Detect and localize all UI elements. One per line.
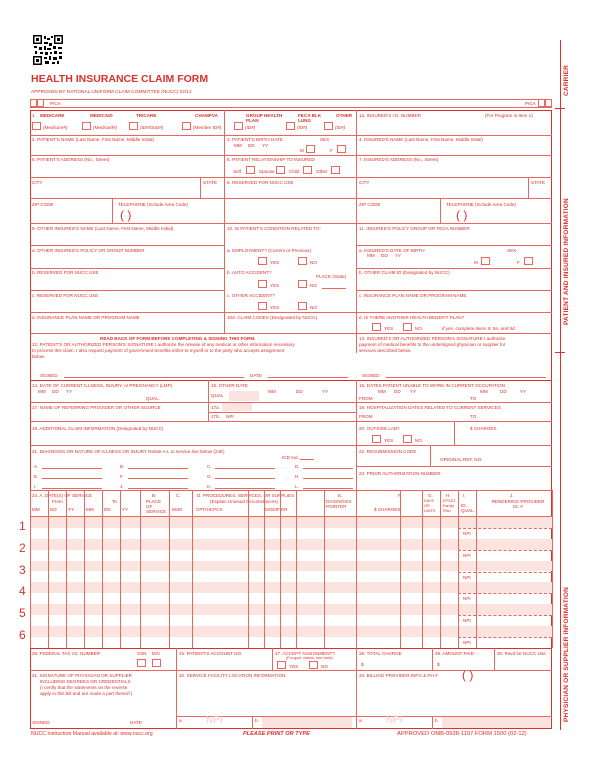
ssn-label: SSN xyxy=(137,651,147,656)
child-checkbox[interactable] xyxy=(303,166,312,174)
service-line-shaded[interactable] xyxy=(30,626,476,637)
f33b-label: b. xyxy=(435,718,439,723)
f16-label: 16. DATES PATIENT UNABLE TO WORK IN CURRENT OCCUPATION xyxy=(359,383,505,388)
f16-dd: DD xyxy=(394,389,401,394)
ein-label: EIN xyxy=(152,651,160,656)
child-label: Child xyxy=(289,169,300,174)
f33-paren: ( ) xyxy=(462,668,474,682)
diag-c: C. xyxy=(207,464,212,469)
f15-label: 15. OTHER DATE xyxy=(211,383,248,388)
h24i-idqual: ID. QUAL. xyxy=(461,503,475,513)
footer-right: APPROVED OMB-0938-1197 FORM 1500 (02-12) xyxy=(397,731,527,737)
f15-qual-label: QUAL. xyxy=(211,393,225,398)
pica-right-box-1[interactable] xyxy=(538,99,545,107)
f11a-m-label: M xyxy=(474,260,478,265)
f11-label: 11. INSURED'S POLICY GROUP OR FECA NUMBER xyxy=(359,226,470,231)
f26-label: 26. PATIENT'S ACCOUNT NO. xyxy=(179,651,243,656)
service-line-number: 6 xyxy=(19,628,26,642)
tricare-label: TRICARE xyxy=(136,113,157,118)
service-line-number: 1 xyxy=(19,519,26,533)
service-line-shaded[interactable] xyxy=(30,604,476,615)
f10a-yes-label: YES xyxy=(270,260,280,265)
f31-line4: apply to this bill and are made a part thereof.) xyxy=(40,691,133,696)
f3-f-label: F xyxy=(330,148,333,153)
service-column-divider xyxy=(84,490,85,648)
medicare-id-label: (Medicare#) xyxy=(43,125,68,130)
f8-label: 8. RESERVED FOR NUCC USE xyxy=(227,180,294,185)
f31-line2: INCLUDING DEGREES OR CREDENTIALS xyxy=(40,679,131,684)
patient-city-label: CITY xyxy=(32,180,43,185)
f16-mm: MM xyxy=(378,389,386,394)
f28-dollar: $ xyxy=(361,662,364,667)
h24d-label: D. PROCEDURES, SERVICES, OR SUPPLIES xyxy=(197,493,295,498)
f31-line1: 31. SIGNATURE OF PHYSICIAN OR SUPPLIER xyxy=(32,673,132,678)
diag-e: E. xyxy=(34,474,39,479)
service-column-divider xyxy=(264,490,265,648)
f10a-no-checkbox[interactable] xyxy=(298,257,307,265)
f14-mm: MM xyxy=(38,389,46,394)
group-checkbox[interactable] xyxy=(234,122,243,130)
diag-l: L. xyxy=(295,484,299,489)
group-label: GROUP HEALTH PLAN xyxy=(246,113,283,123)
h24g-units: DAYS OR UNITS xyxy=(424,499,436,513)
ssn-checkbox[interactable] xyxy=(137,659,146,667)
f14-yy: YY xyxy=(66,389,73,394)
service-line-shaded-provider[interactable] xyxy=(476,517,552,528)
f3-sex-label: SEX xyxy=(320,137,330,142)
f10c-label: c. OTHER ACCIDENT? xyxy=(227,293,275,298)
service-column-divider xyxy=(192,490,193,648)
f27-no-label: NO xyxy=(321,664,328,669)
f6-label: 6. PATIENT RELATIONSHIP TO INSURED xyxy=(227,157,315,162)
h24d-cpt: CPT/HCPCS xyxy=(196,507,223,512)
f11a-female-checkbox[interactable] xyxy=(524,257,533,265)
item1-num: 1. xyxy=(32,113,36,118)
f16-to-mm: MM xyxy=(480,389,488,394)
service-line-shaded-provider[interactable] xyxy=(476,604,552,615)
service-column-divider xyxy=(296,490,297,648)
f28-label: 28. TOTAL CHARGE xyxy=(359,651,402,656)
f3-male-checkbox[interactable] xyxy=(306,145,315,153)
patient-tel-paren: ( ) xyxy=(120,208,132,222)
f3-female-checkbox[interactable] xyxy=(337,145,346,153)
f20-no-label: NO xyxy=(415,438,422,443)
other-checkbox[interactable] xyxy=(324,122,333,130)
f10b-no-checkbox[interactable] xyxy=(298,280,307,288)
self-label: Self xyxy=(233,169,241,174)
service-line-npi-label: NPI xyxy=(463,639,471,645)
service-line-shaded-provider[interactable] xyxy=(476,539,552,550)
f1a-note: (For Program in Item 1) xyxy=(485,113,533,118)
h24f-label: F. xyxy=(398,493,402,498)
f17a-label: 17a. xyxy=(211,405,220,410)
service-line-mid-divider xyxy=(458,593,552,594)
f3-m-label: M xyxy=(300,148,304,153)
f18-from-label: FROM xyxy=(359,414,373,419)
diag-a: A. xyxy=(34,464,39,469)
patient-state-label: STATE xyxy=(203,180,218,185)
f15-mm: MM xyxy=(268,389,276,394)
f12-date-label: DATE xyxy=(250,373,262,378)
feca-id-label: (ID#) xyxy=(297,125,308,130)
read-back-text: READ BACK OF FORM BEFORE COMPLETING & SIGNING THIS FORM. xyxy=(100,336,256,341)
f13-line3: services described below. xyxy=(359,348,412,353)
f13-line1: 13. INSURED'S OR AUTHORIZED PERSON'S SIGNATURE I authorize xyxy=(359,336,506,341)
f9c-label: c. RESERVED FOR NUCC USE xyxy=(32,293,99,298)
ein-checkbox[interactable] xyxy=(152,659,161,667)
f13-signed-label: SIGNED xyxy=(362,373,380,378)
h24f-charges: $ CHARGES xyxy=(374,507,401,512)
f18-to-label: TO xyxy=(470,414,477,419)
champva-checkbox[interactable] xyxy=(182,122,191,130)
service-line-npi-label: NPI xyxy=(463,574,471,580)
icd-label: ICD Ind. xyxy=(282,455,299,460)
medicare-checkbox[interactable] xyxy=(32,122,41,130)
f22-label: 22. RESUBMISSION CODE xyxy=(359,449,417,454)
pica-right-label: PICA xyxy=(525,101,536,106)
f10b-label: b. AUTO ACCIDENT? xyxy=(227,270,272,275)
feca-label: FECA BLK LUNG xyxy=(298,113,322,123)
service-line-npi-label: NPI xyxy=(463,552,471,558)
f15-dd: DD xyxy=(296,389,303,394)
h24a-from: From xyxy=(52,499,63,504)
diag-i: I. xyxy=(34,484,37,489)
service-column-divider xyxy=(440,490,441,648)
service-line-npi-label: NPI xyxy=(463,618,471,624)
insured-zip-label: ZIP CODE xyxy=(359,202,381,207)
f11a-sex-label: SEX xyxy=(507,248,517,253)
medicaid-checkbox[interactable] xyxy=(82,122,91,130)
approved-text: APPROVED BY NATIONAL UNIFORM CLAIM COMMITTEE (NUCC) 02/12 xyxy=(31,90,192,95)
f31-date-label: DATE xyxy=(130,720,142,725)
service-line-shaded[interactable] xyxy=(30,539,476,550)
f11c-label: c. INSURANCE PLAN NAME OR PROGRAM NAME xyxy=(359,293,467,298)
f3-label: 3. PATIENT'S BIRTH DATE xyxy=(227,137,283,142)
h24j-label: J. xyxy=(510,493,514,498)
diag-b: B. xyxy=(120,464,125,469)
f10a-no-label: NO xyxy=(310,260,317,265)
f11a-f-label: F xyxy=(517,260,520,265)
qr-code xyxy=(33,35,63,65)
h24a-to: To xyxy=(112,499,117,504)
h24e-label: E. xyxy=(338,493,343,498)
f32-npi-watermark: NPI xyxy=(206,715,223,726)
f14-qual-label: QUAL. xyxy=(146,396,160,401)
service-line-number: 4 xyxy=(19,584,26,599)
patient-zip-label: ZIP CODE xyxy=(32,202,54,207)
service-column-divider xyxy=(356,490,357,648)
h24j-rendering: RENDERING PROVIDER ID. # xyxy=(491,499,545,509)
f3-dd: DD xyxy=(248,143,255,148)
h24-dd1: DD xyxy=(50,507,57,512)
f20-charges-label: $ CHARGES xyxy=(470,426,497,431)
pica-left-label: PICA xyxy=(50,101,61,106)
service-column-divider xyxy=(140,490,141,648)
f16-from-label: FROM xyxy=(359,396,373,401)
pica-left-box-2[interactable] xyxy=(37,99,44,107)
f9-label: 9. OTHER INSURED'S NAME (Last Name, First Name, Middle Initial) xyxy=(32,226,174,231)
f16-to-yy: YY xyxy=(520,389,527,394)
f20-yes-label: YES xyxy=(384,438,394,443)
h24d-sub: (Explain Unusual Circumstances) xyxy=(210,499,278,504)
f21-label: 21. DIAGNOSIS OR NATURE OF ILLNESS OR INJURY Relate A-L to service line below (24E) xyxy=(32,449,225,454)
h24-mm2: MM xyxy=(86,507,94,512)
pica-left-box-1[interactable] xyxy=(30,99,37,107)
f4-label: 4. INSURED'S NAME (Last Name, First Name, Middle Initial) xyxy=(359,137,483,142)
f10a-yes-checkbox[interactable] xyxy=(258,257,267,265)
f11a-mm: MM xyxy=(367,253,375,258)
service-column-divider xyxy=(400,490,401,648)
h24h-label: H. xyxy=(446,493,451,498)
service-column-divider xyxy=(422,490,423,648)
f33-label: 33. BILLING PROVIDER INFO & PH # xyxy=(359,673,438,678)
f27-no-checkbox[interactable] xyxy=(309,661,318,669)
f11d-label: d. IS THERE ANOTHER HEALTH BENEFIT PLAN? xyxy=(359,315,465,320)
f31-signed-label: SIGNED xyxy=(32,720,50,725)
f30-label: 30. Rsvd for NUCC Use xyxy=(497,651,546,656)
h24-yy2: YY xyxy=(122,507,129,512)
f19-label: 19. ADDITIONAL CLAIM INFORMATION (Designated by NUCC) xyxy=(32,426,164,431)
f3-yy: YY xyxy=(262,143,269,148)
f11d-no-label: NO xyxy=(415,326,422,331)
f10c-yes-checkbox[interactable] xyxy=(258,302,267,310)
f11a-yy: YY xyxy=(395,253,402,258)
f27-yes-label: YES xyxy=(289,664,299,669)
service-column-divider xyxy=(248,490,249,648)
f32a-label: a. xyxy=(179,718,183,723)
diag-k: K. xyxy=(207,484,212,489)
h24c-label: C. xyxy=(176,493,181,498)
h24e-diag: DIAGNOSIS POINTER xyxy=(326,499,352,509)
feca-checkbox[interactable] xyxy=(286,122,295,130)
f20-no-checkbox[interactable] xyxy=(403,435,412,443)
f9a-label: a. OTHER INSURED'S POLICY OR GROUP NUMBER xyxy=(32,248,145,253)
f9b-label: b. RESERVED FOR NUCC USE xyxy=(32,270,99,275)
diag-d: D. xyxy=(295,464,300,469)
service-line-shaded[interactable] xyxy=(30,517,476,528)
f10b-no-label: NO xyxy=(310,283,317,288)
spouse-label: Spouse xyxy=(259,169,275,174)
other-id-label: (ID#) xyxy=(335,125,346,130)
service-line-npi-label: NPI xyxy=(463,596,471,602)
f17-label: 17. NAME OF REFERRING PROVIDER OR OTHER SOURCE xyxy=(32,405,161,410)
tricare-id-label: (ID#/DoD#) xyxy=(140,125,164,130)
f10c-no-checkbox[interactable] xyxy=(298,302,307,310)
f11d-yes-checkbox[interactable] xyxy=(372,323,381,331)
diag-h: H. xyxy=(295,474,300,479)
service-column-divider xyxy=(458,490,459,648)
diag-g: G. xyxy=(207,474,212,479)
f10c-no-label: NO xyxy=(310,305,317,310)
f20-yes-checkbox[interactable] xyxy=(372,435,381,443)
orig-ref-label: ORIGINAL REF. NO. xyxy=(440,457,483,462)
f10c-yes-label: YES xyxy=(270,305,280,310)
f10b-yes-checkbox[interactable] xyxy=(258,280,267,288)
f11a-label: a. INSURED'S DATE OF BIRTH xyxy=(359,248,425,253)
f29-label: 29. AMOUNT PAID xyxy=(435,651,474,656)
insured-tel-label: TELEPHONE (Include Area Code) xyxy=(446,202,516,207)
champva-id-label: (Member ID#) xyxy=(193,125,222,130)
h24h-epsdt: EPSDT Family Plan xyxy=(443,499,456,513)
f17b-label: 17b. xyxy=(211,414,220,419)
f11d-no-checkbox[interactable] xyxy=(403,323,412,331)
f5-label: 5. PATIENT'S ADDRESS (No., Street) xyxy=(32,157,110,162)
service-line-number: 3 xyxy=(19,562,26,577)
f27-label: 27. ACCEPT ASSIGNMENT? xyxy=(275,651,335,656)
f14-dd: DD xyxy=(52,389,59,394)
service-line-shaded-provider[interactable] xyxy=(476,582,552,593)
f3-mm: MM xyxy=(234,143,242,148)
f10d-label: 10d. CLAIM CODES (Designated by NUCC) xyxy=(227,315,318,320)
service-column-divider xyxy=(30,490,31,648)
f13-line2: payment of medical benefits to the undersigned physician or supplier for xyxy=(359,342,506,347)
f16-yy: YY xyxy=(410,389,417,394)
group-id-label: (ID#) xyxy=(245,125,256,130)
f12-line1: 12. PATIENT'S OR AUTHORIZED PERSON'S SIGNATURE I authorize the release of any medical or other information necessary xyxy=(32,342,295,347)
f15-yy: YY xyxy=(322,389,329,394)
f11b-label: b. OTHER CLAIM ID (Designated by NUCC) xyxy=(359,270,450,275)
diag-f: F. xyxy=(120,474,124,479)
h24-mm1: MM xyxy=(32,507,40,512)
h24c-emg: EMG xyxy=(172,507,183,512)
f16-to-label: TO xyxy=(470,396,477,401)
service-line-shaded-provider[interactable] xyxy=(476,561,552,572)
h24-yy1: YY xyxy=(68,507,75,512)
f12-signed-label: SIGNED xyxy=(40,373,58,378)
f29-dollar: $ xyxy=(437,662,440,667)
h24i-label: I. xyxy=(463,493,466,498)
f11d-yes-label: YES xyxy=(384,326,394,331)
h24g-label: G. xyxy=(428,493,433,498)
service-line-mid-divider xyxy=(458,528,552,529)
medicaid-id-label: (Medicaid#) xyxy=(93,125,117,130)
f9d-label: d. INSURANCE PLAN NAME OR PROGRAM NAME xyxy=(32,315,140,320)
service-line-shaded[interactable] xyxy=(30,582,476,593)
other-rel-checkbox[interactable] xyxy=(331,166,340,174)
diag-j: J. xyxy=(120,484,124,489)
insured-state-label: STATE xyxy=(531,180,546,185)
f32b-label: b. xyxy=(255,718,259,723)
insured-city-label: CITY xyxy=(359,180,370,185)
self-checkbox[interactable] xyxy=(246,166,255,174)
f33-npi-watermark: NPI xyxy=(386,715,403,726)
service-column-divider xyxy=(280,490,281,648)
f27-note: (For govt. claims, see back) xyxy=(286,656,333,660)
f17b-npi-label: NPI xyxy=(226,414,234,419)
footer-left: NUCC Instruction Manual available at: www.nucc.org xyxy=(31,731,153,737)
f12-line3: below. xyxy=(32,354,46,359)
f7-label: 7. INSURED'S ADDRESS (No., Street) xyxy=(359,157,439,162)
h24d-mod: MODIFIER xyxy=(265,507,288,512)
service-column-divider xyxy=(324,490,325,648)
f31-line3: (I certify that the statements on the reverse xyxy=(40,685,128,690)
spouse-checkbox[interactable] xyxy=(276,166,285,174)
f32-label: 32. SERVICE FACILITY LOCATION INFORMATION xyxy=(179,673,286,678)
service-line-mid-divider xyxy=(458,637,552,638)
service-column-divider xyxy=(48,490,49,648)
f1a-label: 1a. INSURED'S I.D. NUMBER xyxy=(359,113,421,118)
medicare-label: MEDICARE xyxy=(40,113,65,118)
h24-dd2: DD xyxy=(104,507,111,512)
f11a-male-checkbox[interactable] xyxy=(481,257,490,265)
tricare-checkbox[interactable] xyxy=(129,122,138,130)
h24a-label: 24. A. DATE(S) OF SERVICE xyxy=(32,493,93,498)
f33a-label: a. xyxy=(359,718,363,723)
service-line-number: 2 xyxy=(19,540,26,555)
f20-label: 20. OUTSIDE LAB? xyxy=(359,426,400,431)
f12-line2: to process this claim. I also request payment of government benefits either to myself or to the party who accepts assignment xyxy=(32,348,285,353)
footer-center: PLEASE PRINT OR TYPE xyxy=(243,731,310,737)
insured-tel-paren: ( ) xyxy=(456,208,468,222)
carrier-label: CARRIER xyxy=(563,64,570,96)
h24b-pos: PLACE OF SERVICE xyxy=(146,499,167,514)
service-column-divider xyxy=(552,490,553,648)
f11d-note: If yes, complete items 9, 9a, and 9d. xyxy=(442,326,516,331)
patient-label: PATIENT AND INSURED INFORMATION xyxy=(563,198,570,325)
service-line-mid-divider xyxy=(458,615,552,616)
service-line-npi-label: NPI xyxy=(463,530,471,536)
place-label: PLACE (State) xyxy=(316,274,347,279)
patient-tel-label: TELEPHONE (Include Area Code) xyxy=(118,202,188,207)
service-line-shaded-provider[interactable] xyxy=(476,626,552,637)
f27-yes-checkbox[interactable] xyxy=(277,661,286,669)
f25-label: 25. FEDERAL TAX I.D. NUMBER xyxy=(32,651,101,656)
form-title: HEALTH INSURANCE CLAIM FORM xyxy=(31,73,209,85)
f14-label: 14. DATE OF CURRENT ILLNESS, INJURY, or PREGNANCY (LMP) xyxy=(32,383,173,388)
service-column-divider xyxy=(66,490,67,648)
f10a-label: a. EMPLOYMENT? (Current or Previous) xyxy=(227,248,311,253)
h24b-label: B. xyxy=(152,493,157,498)
service-line-shaded[interactable] xyxy=(30,561,476,572)
service-column-divider xyxy=(102,490,103,648)
other-rel-label: Other xyxy=(316,169,328,174)
pica-right-box-2[interactable] xyxy=(545,99,552,107)
service-column-divider xyxy=(169,490,170,648)
f10-label: 10. IS PATIENT'S CONDITION RELATED TO: xyxy=(227,226,321,231)
other-label: OTHER xyxy=(336,113,353,118)
physician-label: PHYSICIAN OR SUPPLIER INFORMATION xyxy=(563,586,570,722)
service-column-divider xyxy=(120,490,121,648)
f2-label: 2. PATIENT'S NAME (Last Name, First Name, Middle Initial) xyxy=(32,137,154,142)
f16-to-dd: DD xyxy=(500,389,507,394)
medicaid-label: MEDICAID xyxy=(90,113,113,118)
service-line-number: 5 xyxy=(19,606,26,621)
service-line-mid-divider xyxy=(458,550,552,551)
service-line-mid-divider xyxy=(458,572,552,573)
service-column-divider xyxy=(476,490,477,648)
f23-label: 23. PRIOR AUTHORIZATION NUMBER xyxy=(359,471,441,476)
champva-label: CHAMPVA xyxy=(195,113,218,118)
f18-label: 18. HOSPITALIZATION DATES RELATED TO CURRENT SERVICES xyxy=(359,405,501,410)
f11a-dd: DD xyxy=(381,253,388,258)
f10b-yes-label: YES xyxy=(270,283,280,288)
